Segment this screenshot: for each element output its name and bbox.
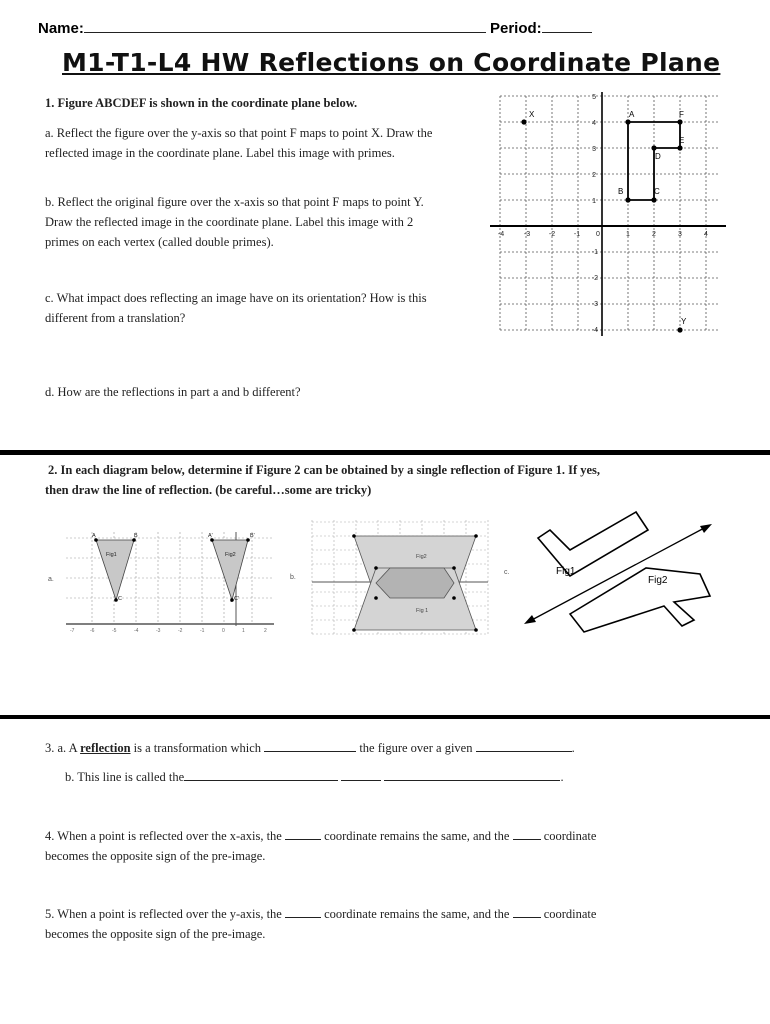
label-f: F [679,110,684,119]
x-tick-label: -2 [548,231,556,238]
diagram-a-x-tick: -2 [178,628,183,634]
y-tick-label: 1 [592,198,596,205]
q3-a [45,738,575,758]
diagram-a-fig1-label: Fig1 [106,552,117,558]
point-d [651,145,656,150]
q2-prompt [45,460,745,500]
diagram-a-label-c-prime: C' [234,596,240,602]
q5-blank-2[interactable] [513,905,541,918]
diagram-a-x-tick: -7 [70,628,75,634]
x-tick-label: -4 [497,231,505,238]
point-b [625,197,630,202]
diagram-b-point [374,566,378,570]
diagram-b-point [474,534,478,538]
q5-part2: coordinate remains the same, and the [324,907,510,921]
q1-a-line1: a. Reflect the figure over the y-axis so that point F maps to point X. Draw the [45,126,433,140]
label-x: X [529,110,535,119]
q3-blank-3[interactable] [184,768,338,781]
q5-line2: becomes the opposite sign of the pre-image. [45,927,266,941]
q3-blank-1[interactable] [264,739,356,752]
diagram-a-x-tick: -3 [156,628,161,634]
diagram-b-point [352,534,356,538]
diagram-b-point [452,596,456,600]
y-tick-label: -3 [591,301,598,308]
q3-b [65,767,564,787]
x-tick-label: 2 [652,231,656,238]
point-f [677,119,682,124]
diagram-b-point [452,566,456,570]
diagram-a-label-a: A [92,533,96,539]
diagram-b[interactable] [288,516,498,636]
q3-term: reflection [80,741,131,755]
point-a [625,119,630,124]
diagram-a-x-tick: -5 [112,628,117,634]
q4-part1: 4. When a point is reflected over the x-axis, the [45,829,282,843]
x-tick-label: 3 [678,231,682,238]
diagram-a-x-tick: 1 [242,628,245,634]
diagram-a-x-tick: -1 [200,628,205,634]
diagram-c-label: c. [504,569,510,576]
period-field[interactable] [490,20,592,37]
q3-blank-4[interactable] [341,768,381,781]
x-tick-label: 1 [626,231,630,238]
diagram-b-overlap [376,568,454,598]
label-y: Y [681,317,687,326]
point-e [677,145,682,150]
q4 [45,826,745,866]
diagram-b-label: b. [290,574,296,581]
y-tick-label: -1 [591,249,598,256]
y-tick-label: 2 [592,172,596,179]
diagram-b-fig2-label: Fig2 [416,554,427,560]
diagram-a-label-b-prime: B' [250,533,255,539]
q3-blank-2[interactable] [476,739,572,752]
q3-blank-5[interactable] [384,768,560,781]
x-tick-label: -3 [523,231,531,238]
diagram-a[interactable] [40,526,280,638]
diagram-c-arrowhead-start [524,615,536,624]
q3-a-mid: is a transformation which [133,741,262,755]
q4-line2: becomes the opposite sign of the pre-image. [45,849,266,863]
diagram-a-x-tick: 0 [222,628,225,634]
page-title: M1-T1-L4 HW Reflections on Coordinate Plane [62,48,721,77]
diagram-a-x-tick: -4 [134,628,139,634]
q1-coordinate-plane[interactable] [488,88,728,340]
q3-a-period: . [571,741,575,755]
y-tick-label: 4 [592,120,596,127]
q1-part-d: d. How are the reflections in part a and b different? [45,385,301,399]
q5-blank-1[interactable] [285,905,321,918]
label-e: E [679,136,685,145]
x-tick-label: -1 [573,231,581,238]
period-label: Period: [490,20,542,37]
y-tick-label: -2 [591,275,598,282]
section-divider [0,715,770,719]
q4-blank-1[interactable] [285,827,321,840]
q1-b-line3: primes on each vertex (called double primes). [45,235,274,249]
label-a: A [629,110,635,119]
diagram-c-fig2 [570,568,710,632]
diagram-a-label-b: B [134,533,138,539]
diagram-c[interactable] [498,510,730,640]
diagram-b-point [352,628,356,632]
q2-prompt-line1: 2. In each diagram below, determine if Figure 2 can be obtained by a single reflection of Figure 1. If yes, [48,463,601,477]
q1-a-line2: reflected image in the coordinate plane. Label this image with primes. [45,146,395,160]
name-label: Name: [38,20,84,37]
q1-c-line2: different from a translation? [45,311,186,325]
diagram-b-point [474,628,478,632]
diagram-a-label: a. [48,576,54,583]
name-field[interactable] [38,20,486,37]
q3-a-end: the figure over a given [359,741,473,755]
q4-part3: coordinate [543,829,597,843]
diagram-b-fig1-label: Fig 1 [416,608,429,614]
diagram-b-point [374,596,378,600]
q5 [45,904,745,944]
q1-part-c [45,288,490,328]
x-tick-label: 0 [596,231,600,238]
grid-lines [497,96,718,330]
q4-part2: coordinate remains the same, and the [324,829,510,843]
label-b: B [618,187,624,196]
diagram-a-fig1 [96,540,134,600]
diagram-c-fig1-label: Fig1 [556,566,576,577]
diagram-a-label-a-prime: A' [208,533,213,539]
diagram-a-label-c: C [118,596,122,602]
q1-part-b [45,192,490,252]
q5-part3: coordinate [543,907,597,921]
q1-part-a [45,123,490,163]
q3-b-text: b. This line is called the [65,770,185,784]
q5-part1: 5. When a point is reflected over the y-axis, the [45,907,282,921]
point-y [677,327,682,332]
diagram-a-fig2-label: Fig2 [225,552,236,558]
label-c: C [654,187,660,196]
y-tick-label: 5 [592,94,596,101]
diagram-c-arrowhead-end [700,524,712,533]
q4-blank-2[interactable] [513,827,541,840]
q1-b-line2: Draw the reflected image in the coordinate plane. Label this image with 2 [45,215,414,229]
point-x [521,119,526,124]
diagram-a-x-tick: -6 [90,628,95,634]
diagram-c-fig2-label: Fig2 [648,575,668,586]
diagram-a-fig2 [212,540,248,600]
x-tick-label: 4 [704,231,708,238]
q3-b-period: . [560,770,564,784]
q3-a-prefix: 3. a. A [45,741,77,755]
y-tick-label: 3 [592,146,596,153]
q2-prompt-line2: then draw the line of reflection. (be careful…some are tricky) [45,483,372,497]
diagram-a-x-tick: 2 [264,628,267,634]
section-divider [0,450,770,455]
q1-c-line1: c. What impact does reflecting an image have on its orientation? How is this [45,291,427,305]
q1-b-line1: b. Reflect the original figure over the x-axis so that point F maps to point Y. [45,195,424,209]
q1-prompt: 1. Figure ABCDEF is shown in the coordinate plane below. [45,96,358,110]
y-tick-label: -4 [591,327,598,334]
point-c [651,197,656,202]
label-d: D [655,152,661,161]
